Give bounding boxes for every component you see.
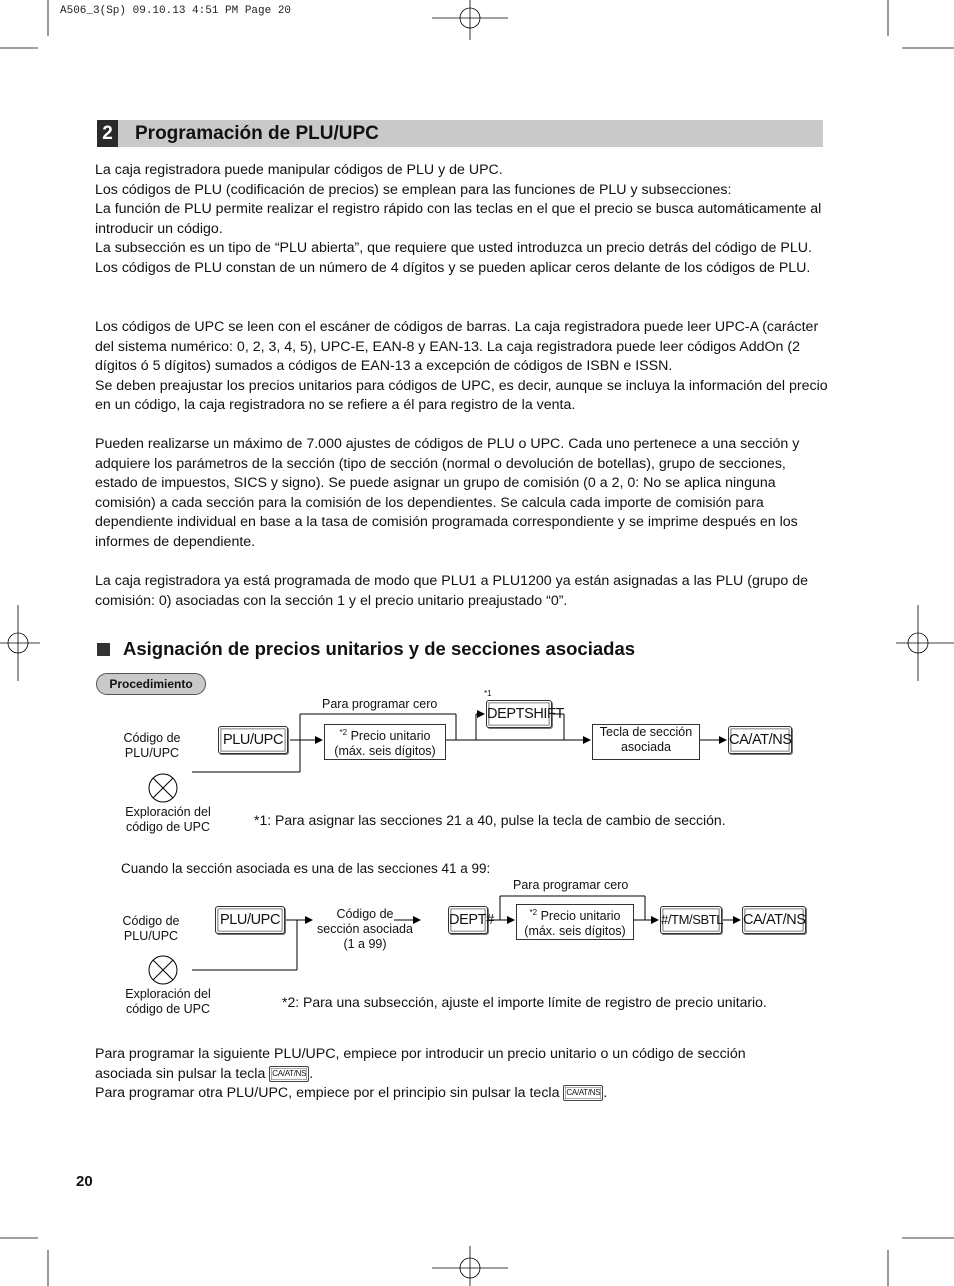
upc-paragraph — [95, 318, 830, 416]
upc-scan-label: Exploración del código de UPC — [125, 805, 211, 834]
plu-upc-key[interactable]: PLU/UPC — [215, 906, 285, 934]
unit-price-box: $^{*2}$ Precio unitario (máx. seis dígitos) — [516, 904, 634, 940]
paragraph-line: La subsección es un tipo de “PLU abierta”, que requiere que usted introduzca un precio detrás del código de PLU. Los códigos de PLU constan de un número de 4 dígitos y se pueden aplicar ceros delante de los códigos de PLU. — [95, 240, 812, 276]
dept-key-box: Tecla de sección asociada — [592, 724, 700, 760]
intro-paragraph — [95, 161, 830, 278]
ca-at-ns-key[interactable]: CA/AT/NS — [742, 906, 806, 934]
unit-price-box: $^{*2}$ Precio unitario (máx. seis dígitos) — [324, 724, 446, 760]
ca-at-ns-key: CA/AT/NS — [269, 1066, 309, 1082]
plu-code-label: Código de PLU/UPC — [123, 731, 181, 760]
plu-code-label: Código de PLU/UPC — [122, 914, 180, 943]
ca-at-ns-key: CA/AT/NS — [563, 1085, 603, 1101]
paragraph-line: La función de PLU permite realizar el registro rápido con las teclas en el que el precio se busca automáticamente al introducir un código. — [95, 201, 822, 237]
page-number: 20 — [76, 1173, 93, 1190]
section-title: Programación de PLU/UPC — [135, 123, 379, 144]
dept-number-key[interactable]: DEPT# — [448, 906, 488, 934]
procedure-label: Procedimiento — [96, 673, 206, 695]
scan-icon — [149, 774, 177, 802]
section-number: 2 — [97, 120, 118, 147]
preset-paragraph: La caja registradora ya está programada de modo que PLU1 a PLU1200 ya están asignadas a las PLU (grupo de comisión: 0) asociadas con la sección 1 y el precio unitario preajustado “0”. — [95, 573, 808, 609]
dept-code-label: Código de sección asociada (1 a 99) — [317, 907, 413, 951]
scan-icon — [149, 956, 177, 984]
deptshift-key[interactable]: DEPTSHIFT — [486, 700, 552, 728]
paragraph-line: La caja registradora puede manipular códigos de PLU y de UPC. — [95, 162, 503, 178]
footnote-2: *2: Para una subsección, ajuste el importe límite de registro de precio unitario. — [282, 994, 767, 1010]
zero-label: Para programar cero — [513, 878, 629, 892]
footnote-marker: *1 — [484, 689, 492, 698]
tm-sbtl-key[interactable]: #/TM/SBTL — [660, 906, 722, 934]
bullet-square-icon — [97, 643, 110, 656]
next-plu-paragraph: Para programar la siguiente PLU/UPC, empiece por introducir un precio unitario o un código de sección asociada sin pulsar la tecla CA/AT/NS . Para programar otra PLU/UPC, empiece por el principio sin pulsar la tecla CA/AT/NS . — [95, 1046, 746, 1101]
footnote-1: *1: Para asignar las secciones 21 a 40, pulse la tecla de cambio de sección. — [254, 812, 726, 828]
zero-label: Para programar cero — [322, 697, 438, 711]
ca-at-ns-key[interactable]: CA/AT/NS — [728, 726, 792, 754]
limits-paragraph: Pueden realizarse un máximo de 7.000 ajustes de códigos de PLU o UPC. Cada uno pertenece a una sección y adquiere los parámetros de la sección (tipo de sección (normal o devolución de botellas), grupo de secciones, estado de impuestos, SICS y signo). Se puede asignar un grupo de comisión (0 a 2, 0: No se aplica ninguna comisión) a cada sección para la comisión de los dependientes. Se calcula cada importe de comisión para dependiente individual en base a la tasa de comisión programada correspondiente y se imprime después en los informes de dependiente. — [95, 436, 800, 550]
subsection-title: Asignación de precios unitarios y de secciones asociadas — [123, 638, 636, 659]
diagram2-intro: Cuando la sección asociada es una de las secciones 41 a 99: — [121, 861, 491, 876]
paragraph-line: Los códigos de UPC se leen con el escáner de códigos de barras. La caja registradora puede leer UPC-A (carácter del sistema numérico: 0, 2, 3, 4, 5), UPC-E, EAN-8 y EAN-13. La caja registradora puede leer códigos AddOn (2 dígitos ó 5 dígitos) sumados a códigos de EAN-13 a excepción de códigos de ISBN e ISSN. — [95, 319, 819, 374]
paragraph-line: Se deben preajustar los precios unitarios para códigos de UPC, es decir, aunque se incluya la información del precio en un código, la caja registradora no se refiere a él para registro de la venta. — [95, 377, 828, 413]
upc-scan-label: Exploración del código de UPC — [125, 987, 211, 1016]
plu-upc-key[interactable]: PLU/UPC — [218, 726, 288, 754]
print-header: A506_3(Sp) 09.10.13 4:51 PM Page 20 — [60, 5, 292, 17]
paragraph-line: Los códigos de PLU (codificación de precios) se emplean para las funciones de PLU y subsecciones: — [95, 181, 732, 198]
